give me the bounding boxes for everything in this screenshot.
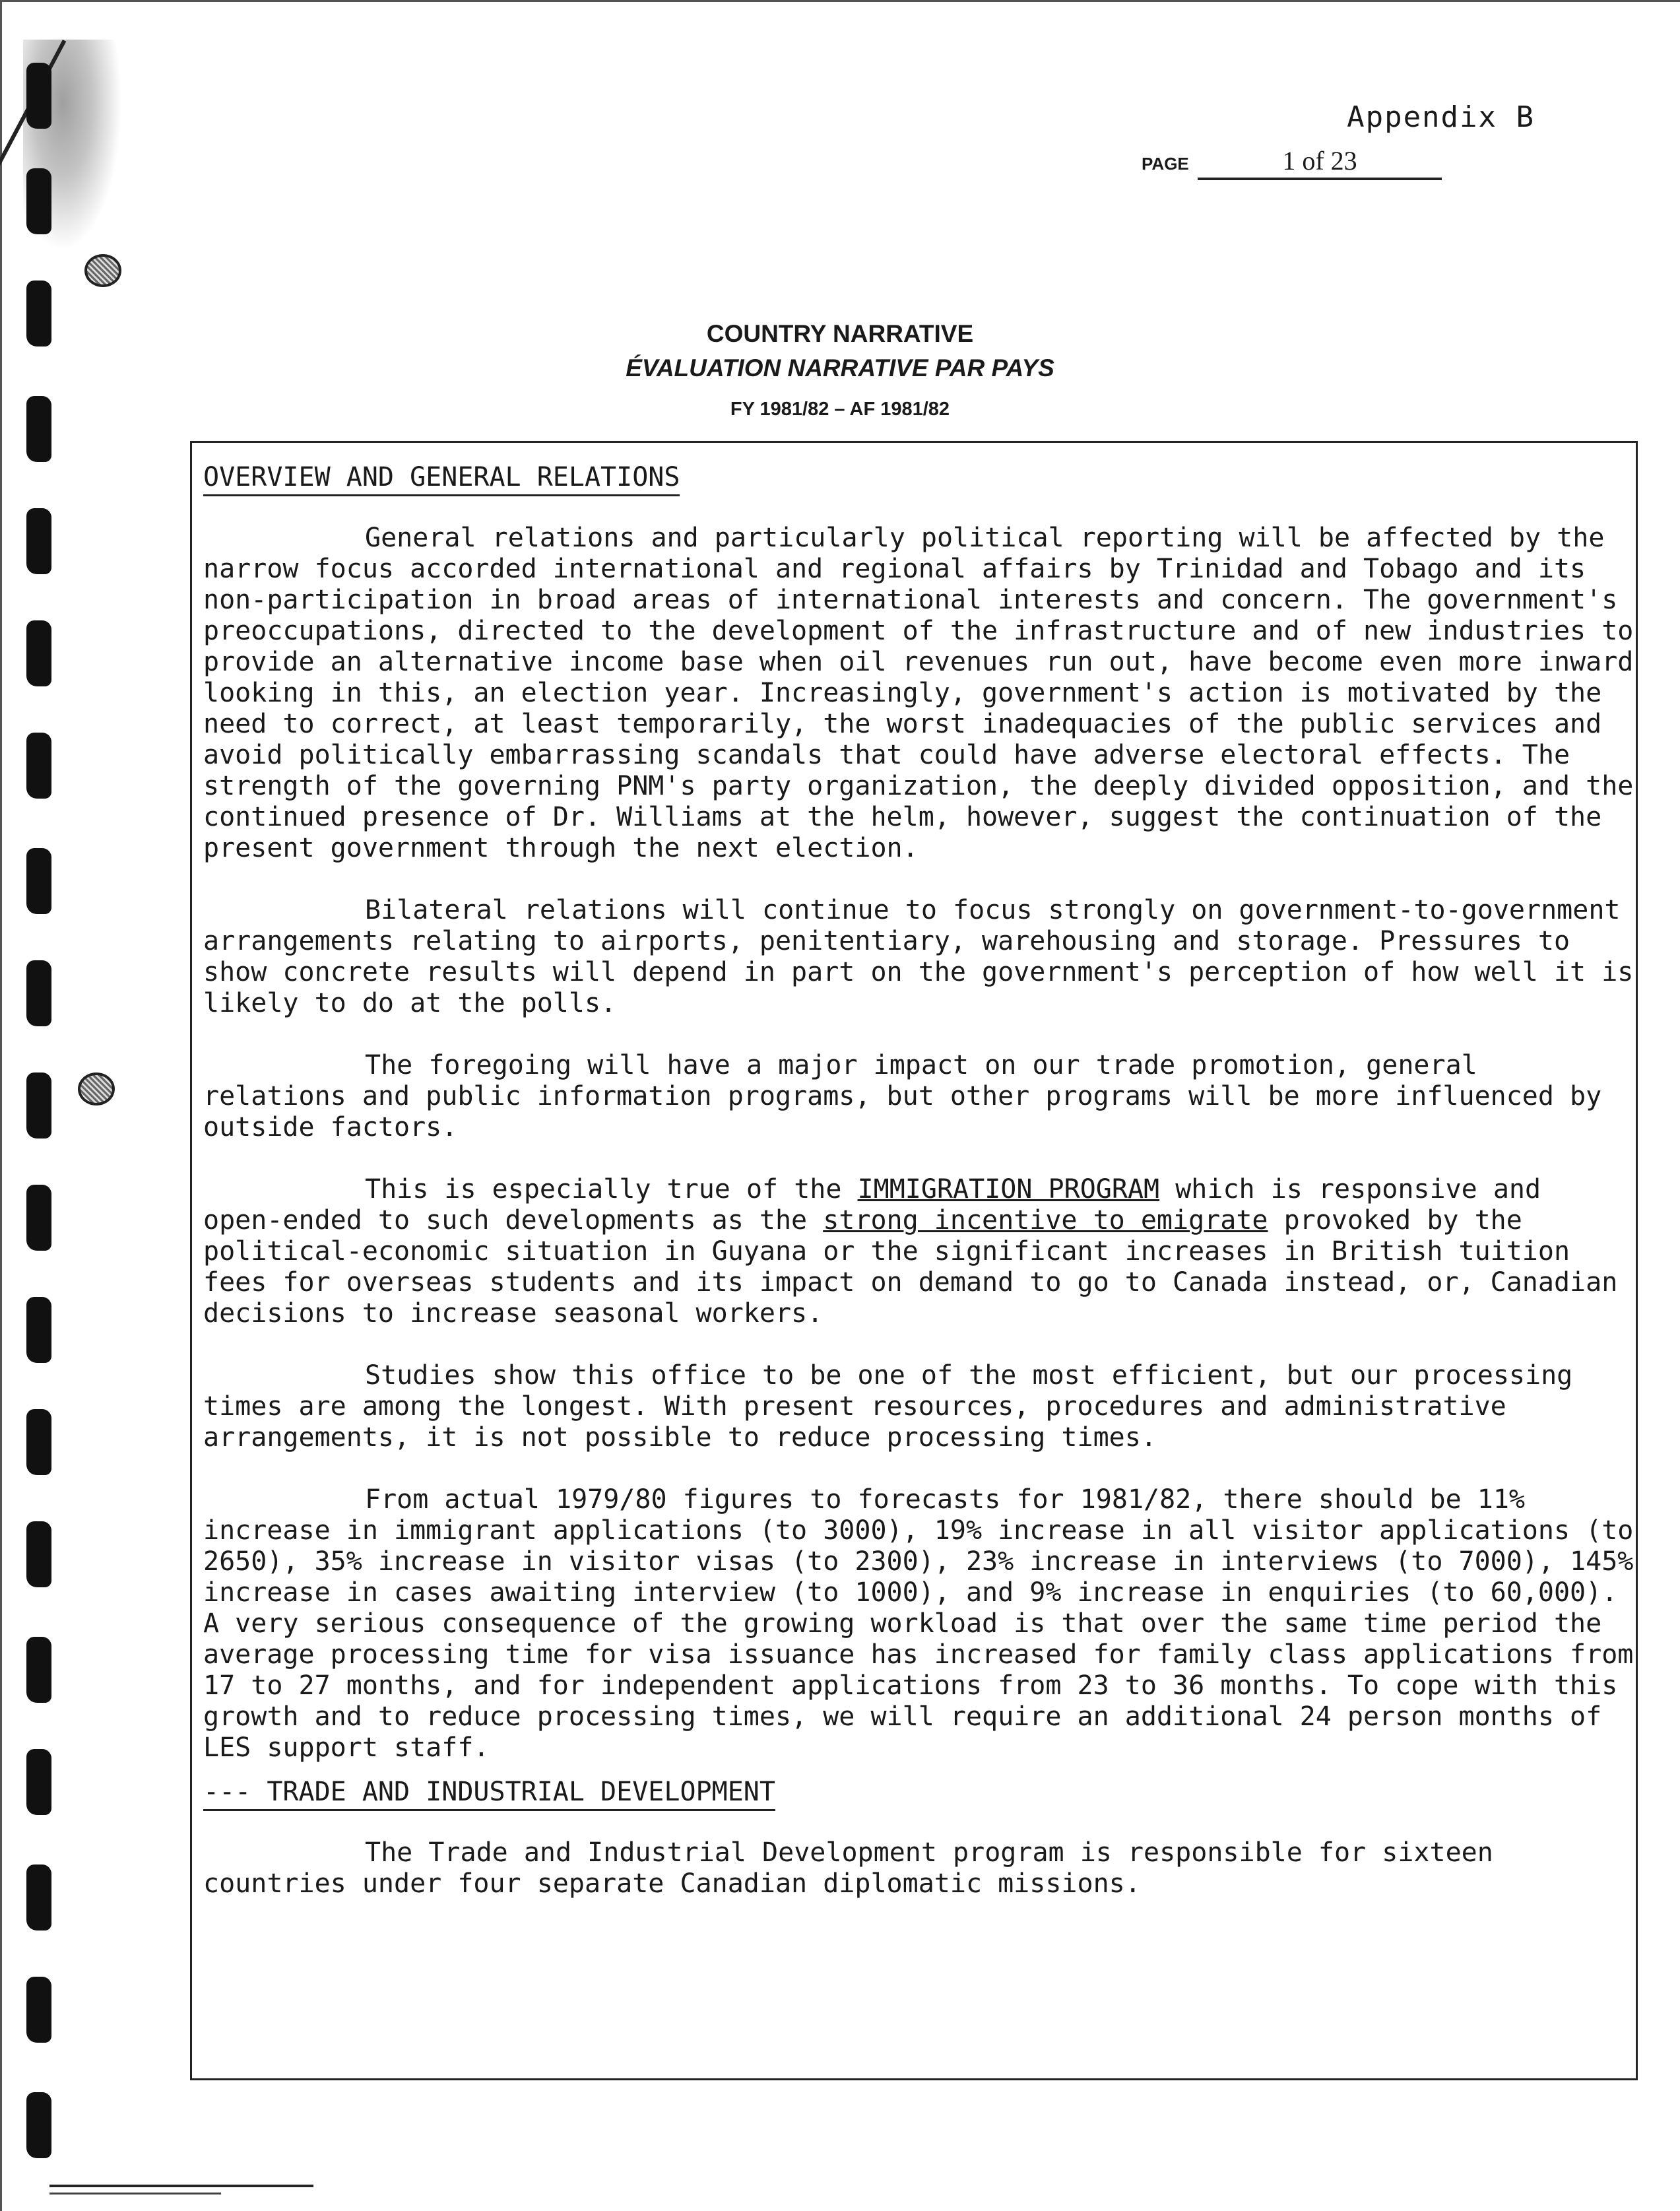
page-number: 1 of 23 — [1198, 145, 1442, 180]
bottom-scan-rule — [49, 2193, 221, 2194]
binder-hole — [26, 168, 51, 234]
binder-hole — [26, 1977, 51, 2043]
binder-hole — [26, 2092, 51, 2158]
binder-hole — [26, 848, 51, 914]
paragraph-bilateral-relations: Bilateral relations will continue to focus strongly on government-to-government arrangements relating to airports, penitentiary, warehousing and storage. Pressures to show concrete results will depend in part on the government's perception of how well it is likely to do at the polls. — [203, 895, 1634, 1018]
appendix-label: Appendix B — [1347, 100, 1535, 134]
binder-hole — [26, 620, 51, 686]
binder-hole — [26, 1637, 51, 1703]
paragraph-processing-studies: Studies show this office to be one of the most efficient, but our processing times are among the longest. With present resources, procedures and administrative arrangements, it is not possible to reduce processing times. — [203, 1360, 1573, 1453]
section-heading-trade: --- TRADE AND INDUSTRIAL DEVELOPMENT — [203, 1777, 775, 1811]
binder-hole — [26, 1409, 51, 1475]
bottom-scan-rule — [49, 2185, 313, 2187]
binder-hole — [26, 1749, 51, 1815]
scan-edge-top — [0, 0, 1680, 2]
emigration-incentive-term: strong incentive to emigrate — [823, 1205, 1268, 1236]
binder-hole — [26, 508, 51, 574]
paragraph-forecast-figures: From actual 1979/80 figures to forecasts for 1981/82, there should be 11% increase in immigrant applications (to 3000), 19% increase in all visitor applications (to 2650), 35% increase in visitor visas (to 2300), 23% increase in interviews (to 7000), 145% increase in cases awaiting interview (to 1000), and 9% increase in enquiries (to 60,000). A very serious consequence of the growing workload is that over the same time period the average processing time for visa issuance has increased for family class applications from 17 to 27 months, and for independent applications from 23 to 36 months. To cope with this growth and to reduce processing times, we will require an additional 24 person months of LES support staff. — [203, 1484, 1634, 1763]
punch-mark-icon — [78, 1072, 115, 1106]
binder-hole — [26, 1185, 51, 1251]
paragraph-foregoing-impact: The foregoing will have a major impact on our trade promotion, general relations and public information programs, but other programs will be more influenced by outside factors. — [203, 1050, 1602, 1142]
binder-hole — [26, 733, 51, 799]
binder-hole — [26, 1864, 51, 1930]
section-heading-overview: OVERVIEW AND GENERAL RELATIONS — [203, 462, 680, 496]
immigration-program-term: IMMIGRATION PROGRAM — [857, 1174, 1160, 1204]
immigration-text-after: provoked by the political-economic situation in Guyana or the significant increases in British tuition fees for overseas students and its impact on demand to go to Canada instead, or, Canadian decisions to increase seasonal workers. — [203, 1205, 1618, 1329]
binder-hole — [26, 1072, 51, 1138]
binder-hole — [26, 960, 51, 1026]
immigration-text-before: This is especially true of the — [365, 1174, 858, 1204]
page-label: PAGE — [1142, 154, 1189, 174]
paragraph-immigration — [203, 1174, 1635, 1329]
fiscal-year-line: FY 1981/82 – AF 1981/82 — [730, 399, 950, 420]
document-title — [0, 317, 1680, 422]
title-line-english: COUNTRY NARRATIVE — [706, 320, 974, 347]
immigration-text-middle: which is responsive and open-ended to such developments as the — [203, 1174, 1541, 1236]
paragraph-trade-program: The Trade and Industrial Development program is responsible for sixteen countries under four separate Canadian diplomatic missions. — [203, 1837, 1493, 1899]
binder-hole — [26, 1521, 51, 1587]
binder-hole — [26, 1297, 51, 1363]
binder-hole — [26, 63, 51, 129]
page-indicator — [1142, 145, 1442, 180]
punch-mark-icon — [84, 254, 121, 287]
narrative-content — [203, 462, 1635, 1930]
paragraph-general-relations: General relations and particularly political reporting will be affected by the narrow focus accorded international and regional affairs by Trinidad and Tobago and its non-participation in broad areas of international interests and concern. The government's preoccupations, directed to the development of the infrastructure and of new industries to provide an alternative income base when oil revenues run out, have become even more inward looking in this, an election year. Increasingly, government's action is motivated by the need to correct, at least temporarily, the worst inadequacies of the public services and avoid politically embarrassing scandals that could have adverse electoral effects. The strength of the governing PNM's party organization, the deeply divided opposition, and the continued presence of Dr. Williams at the helm, however, suggest the continuation of the present government through the next election. — [203, 523, 1634, 863]
title-line-french: ÉVALUATION NARRATIVE PAR PAYS — [626, 354, 1054, 381]
